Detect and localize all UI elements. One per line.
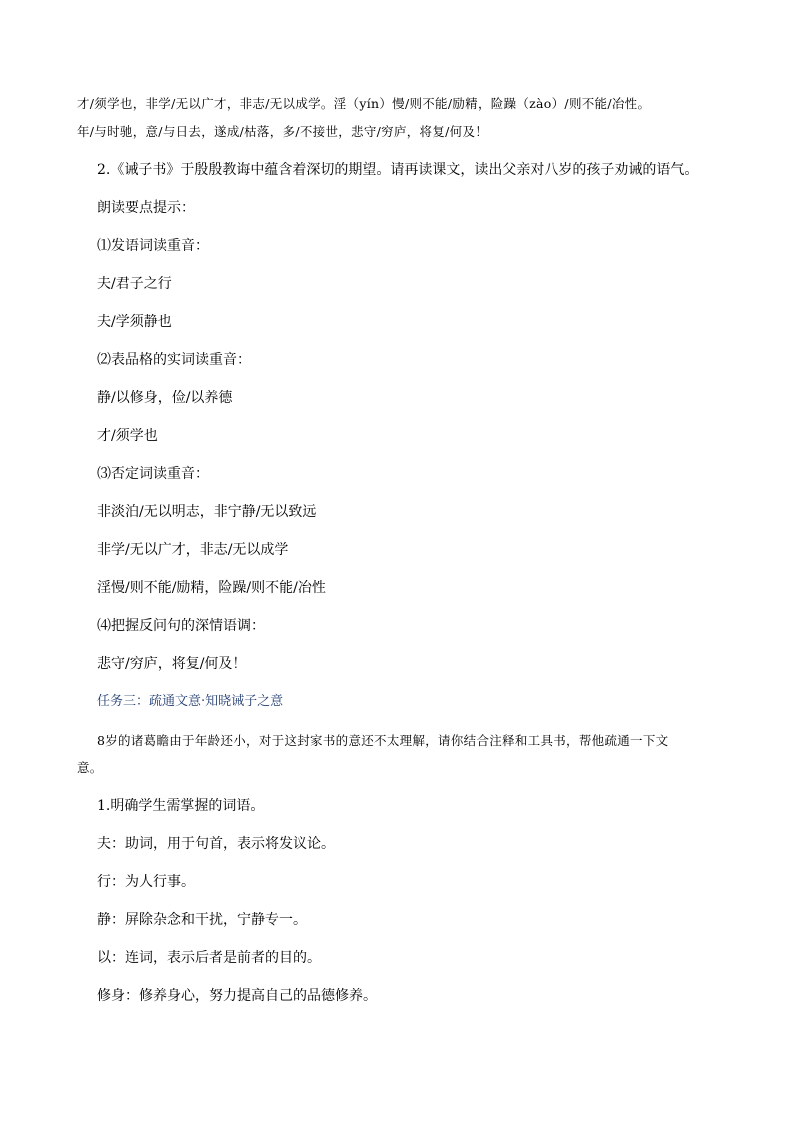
question-2: 2.《诫子书》于殷殷教诲中蕴含着深切的期望。请再读课文，读出父亲对八岁的孩子劝诫的语气。 [97, 162, 699, 178]
text-line: 静/以修身，俭/以养德 [97, 390, 233, 406]
text-line: 夫/学须静也 [97, 314, 172, 330]
vocabulary-item: 行：为人行事。 [97, 874, 195, 890]
tip-1-heading: ⑴发语词读重音： [97, 238, 209, 254]
task-three-heading: 任务三：疏通文意·知晓诫子之意 [97, 694, 284, 709]
text-line: 夫/君子之行 [97, 276, 172, 292]
text-line: 才/须学也 [97, 428, 158, 444]
tip-4-heading: ⑷把握反问句的深情语调： [97, 618, 265, 634]
text-line: 非淡泊/无以明志，非宁静/无以致远 [97, 504, 317, 520]
tip-2-heading: ⑵表品格的实词读重音： [97, 352, 251, 368]
vocabulary-item: 夫：助词，用于句首，表示将发议论。 [97, 836, 335, 852]
vocabulary-item: 静：屏除杂念和干扰，宁静专一。 [97, 912, 307, 928]
vocabulary-item: 修身：修养身心，努力提高自己的品德修养。 [97, 988, 377, 1004]
text-line: 非学/无以广才，非志/无以成学 [97, 542, 289, 558]
text-line: 悲守/穷庐，将复/何及！ [97, 656, 247, 672]
tip-3-heading: ⑶否定词读重音： [97, 466, 209, 482]
vocabulary-item: 以：连词，表示后者是前者的目的。 [97, 950, 321, 966]
text-line: 淫慢/则不能/励精，险躁/则不能/冶性 [97, 580, 326, 596]
text-line: 年/与时驰，意/与日去，遂成/枯落，多/不接世，悲守/穷庐，将复/何及！ [77, 124, 489, 139]
task-description: 8岁的诸葛瞻由于年龄还小，对于这封家书的意还不太理解，请你结合注释和工具书，帮他疏通一下文 [97, 733, 669, 748]
vocabulary-heading: 1.明确学生需掌握的词语。 [97, 798, 265, 814]
reading-tips-heading: 朗读要点提示： [97, 200, 195, 216]
task-description-continued: 意。 [77, 760, 103, 775]
text-line: 才/须学也，非学/无以广才，非志/无以成学。淫（yín）慢/则不能/励精，险躁（zào）/则不能/冶性。 [77, 96, 651, 111]
